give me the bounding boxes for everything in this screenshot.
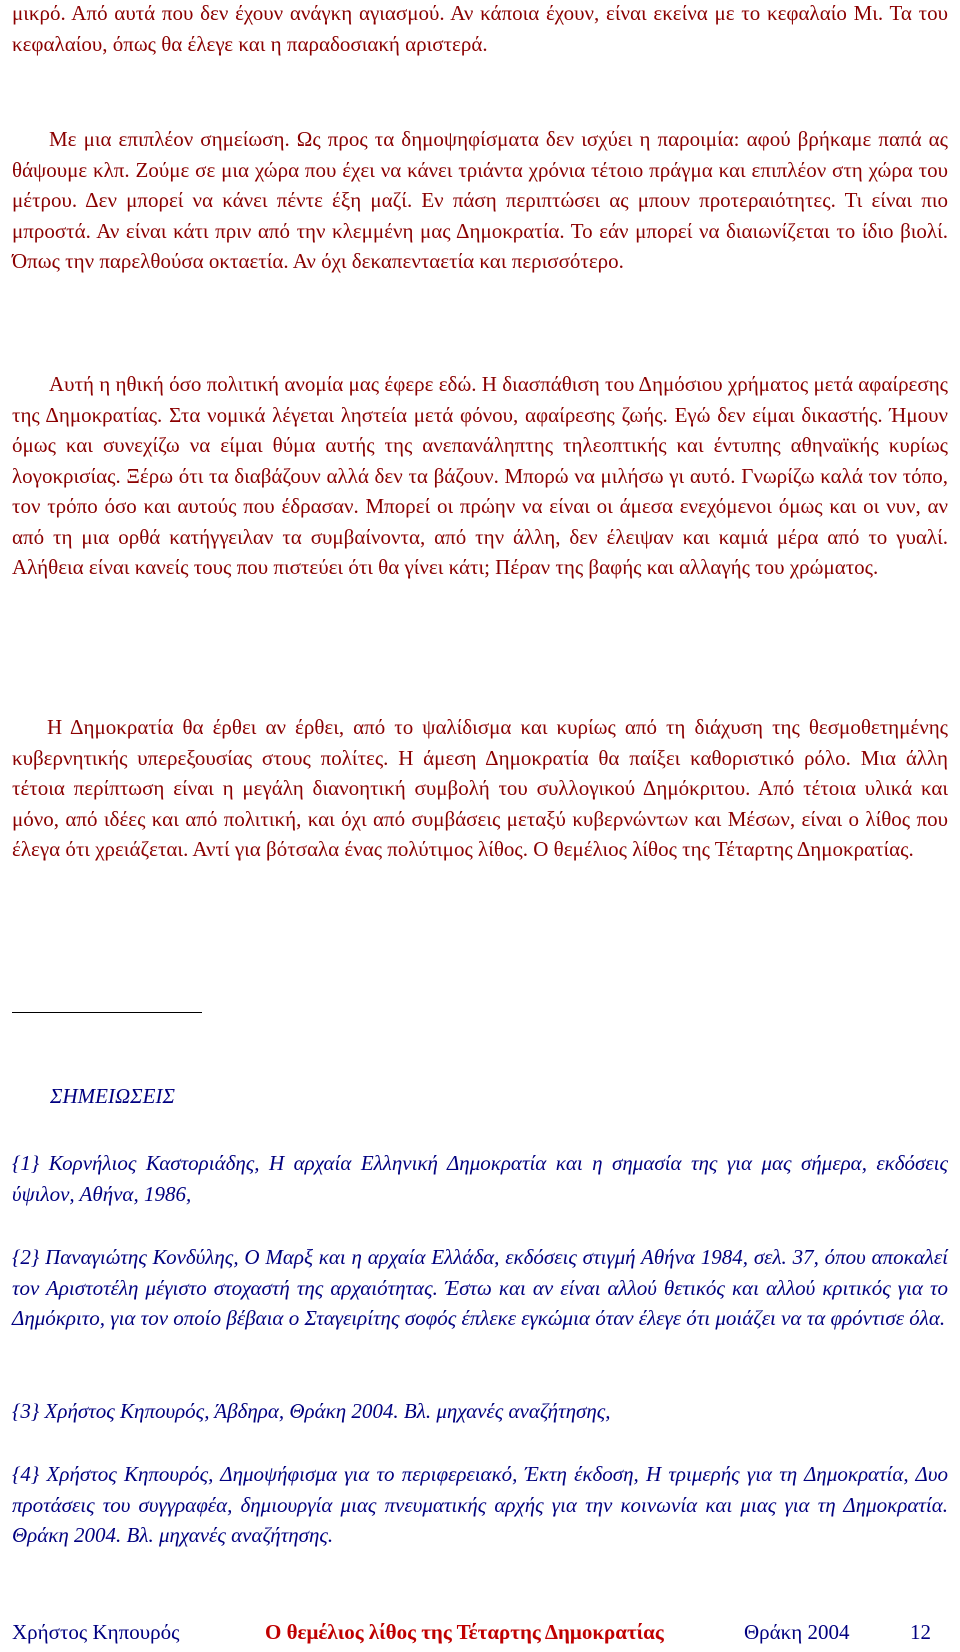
footer-title: Ο θεμέλιος λίθος της Τέταρτης Δημοκρατίας: [265, 1620, 664, 1644]
page-footer: [12, 1620, 950, 1650]
note-2: {2} Παναγιώτης Κονδύλης, Ο Μαρξ και η αρχαία Ελλάδα, εκδόσεις στιγμή Αθήνα 1984, σελ. 37, όπου αποκαλεί τον Αριστοτέλη μέγιστο στοχαστή της αρχαιότητας. Έστω και αν είναι αλλού θετικός και αλλού κριτικός για το Δημόκριτο, για τον οποίο βέβαια ο Σταγειρίτης σοφός έπλεκε εγκώμια όταν έλεγε ότι μοιάζει να τα φρόντισε όλα.: [12, 1245, 948, 1330]
body-paragraph-1: Με μια επιπλέον σημείωση. Ως προς τα δημοψηφίσματα δεν ισχύει η παροιμία: αφού βρήκαμε παπά ας θάψουμε κλπ. Ζούμε σε μια χώρα που έχει να κάνει τριάντα χρόνια τέτοιο πράγμα και επιπλέον στη χώρα του μέτρου. Δεν μπορεί να κάνει πέντε έξη μαζί. Εν πάση περιπτώσει ας μπουν προτεραιότητες. Τι είναι πιο μπροστά. Αν είναι κάτι πριν από την κλεμμένη μας Δημοκρατία. Το εάν μπορεί να διαιωνίζεται το ίδιο βιολί. Όπως την παρελθούσα οκταετία. Αν όχι δεκαπενταετία και περισσότερο.: [12, 127, 948, 273]
footer-page-number: 12: [910, 1620, 931, 1644]
body-paragraph-3: Η Δημοκρατία θα έρθει αν έρθει, από το ψαλίδισμα και κυρίως από τη διάχυση της θεσμοθετημένης κυβερνητικής υπερεξουσίας στους πολίτες. Η άμεση Δημοκρατία θα παίξει καθοριστικό ρόλο. Μια άλλη τέτοια περίπτωση είναι η μεγάλη διανοητική συμβολή του συλλογικού Δημόκριτου. Από τέτοια υλικά και μόνο, από ιδέες και από πολιτική, και όχι από συμβάσεις μεταξύ κυβερνώντων και Μέσων, είναι ο λίθος που έλεγα ότι χρειάζεται. Αντί για βότσαλα ένας πολύτιμος λίθος. Ο θεμέλιος λίθος της Τέταρτης Δημοκρατίας.: [12, 715, 948, 861]
document-page: [12, 0, 950, 1652]
body-paragraph-0: μικρό. Από αυτά που δεν έχουν ανάγκη αγιασμού. Αν κάποια έχουν, είναι εκείνα με το κεφαλαίο Μι. Τα του κεφαλαίου, όπως θα έλεγε και η παραδοσιακή αριστερά.: [12, 1, 948, 56]
note-4: {4} Χρήστος Κηπουρός, Δημοψήφισμα για το περιφερειακό, Έκτη έκδοση, Η τριμερής για τη Δημοκρατία, Δυο προτάσεις του συγγραφέα, δημιουργία μιας πνευματικής αρχής για την κοινωνία και μιας για τη Δημοκρατία. Θράκη 2004. Βλ. μηχανές αναζήτησης.: [12, 1462, 948, 1547]
footer-place-year: Θράκη 2004: [744, 1620, 850, 1644]
note-3: {3} Χρήστος Κηπουρός, Άβδηρα, Θράκη 2004. Βλ. μηχανές αναζήτησης,: [12, 1399, 611, 1423]
footer-author: Χρήστος Κηπουρός: [12, 1620, 180, 1644]
footnote-separator: [12, 1012, 202, 1013]
body-paragraph-2: Αυτή η ηθική όσο πολιτική ανομία μας έφερε εδώ. Η διασπάθιση του Δημόσιου χρήματος μετά αφαίρεσης της Δημοκρατίας. Στα νομικά λέγεται ληστεία μετά φόνου, αφαίρεσης ζωής. Εγώ δεν είμαι δικαστής. Ήμουν όμως και συνεχίζω να είμαι θύμα αυτής της ανεπανάληπτης τηλεοπτικής και έντυπης αθηναϊκής κυρίως λογοκρισίας. Ξέρω ότι τα διαβάζουν αλλά δεν τα βάζουν. Μπορώ να μιλήσω γι αυτό. Γνωρίζω καλά τον τόπο, τον τρόπο όσο και αυτούς που έδρασαν. Μπορεί οι πρώην να είναι οι άμεσα ενεχόμενοι όμως και οι νυν, αν από τη μια ορθά κατήγγειλαν τα συμβαίνοντα, από την άλλη, δεν έλειψαν και καμιά μέρα από το γυαλί. Αλήθεια είναι κανείς τους που πιστεύει ότι θα γίνει κάτι; Πέραν της βαφής και αλλαγής του χρώματος.: [12, 372, 948, 579]
note-1: {1} Κορνήλιος Καστοριάδης, Η αρχαία Ελληνική Δημοκρατία και η σημασία της για μας σήμερα, εκδόσεις ύψιλον, Αθήνα, 1986,: [12, 1151, 948, 1206]
notes-heading: ΣΗΜΕΙΩΣΕΙΣ: [50, 1084, 175, 1108]
